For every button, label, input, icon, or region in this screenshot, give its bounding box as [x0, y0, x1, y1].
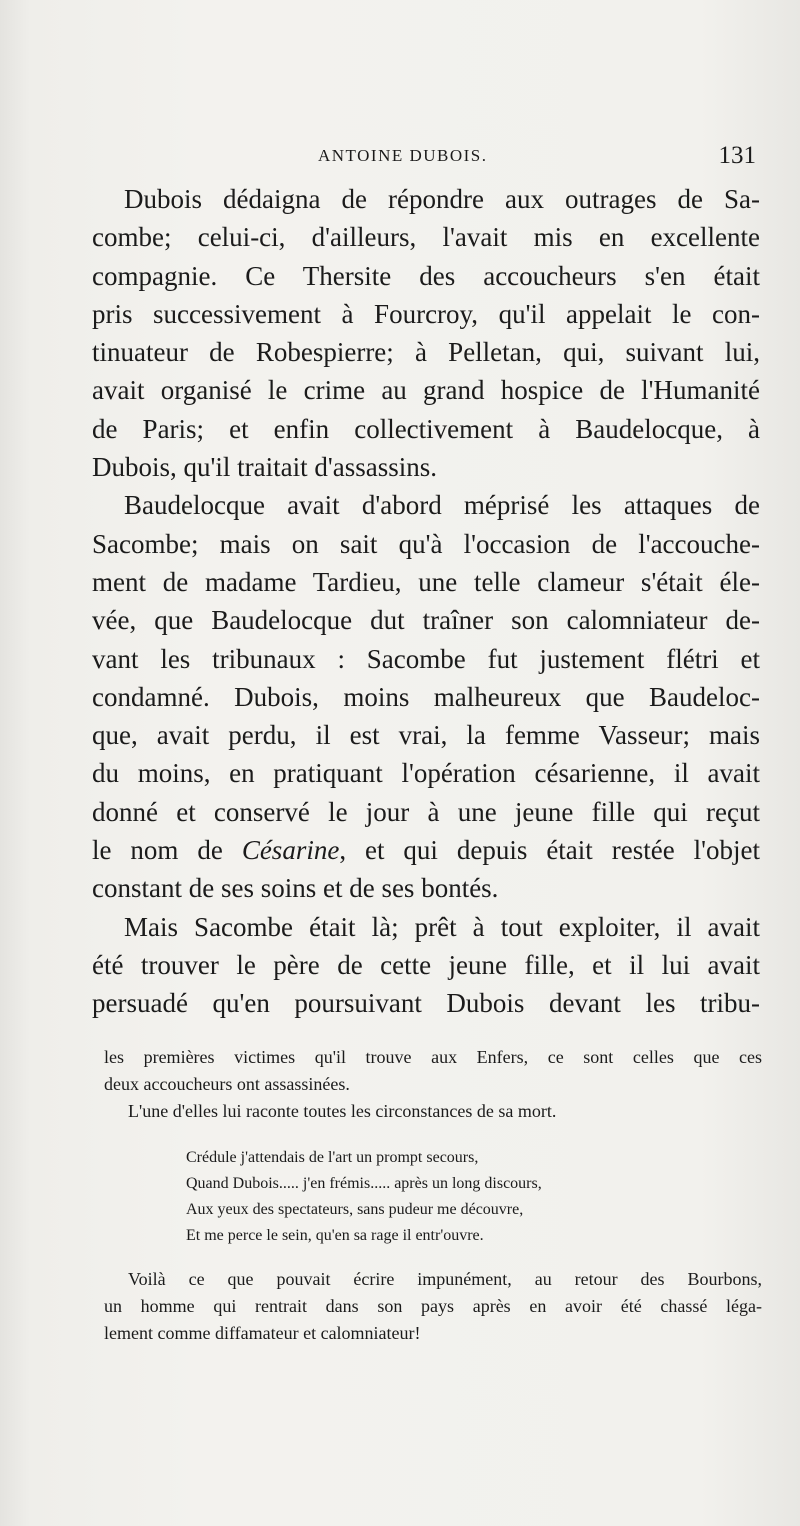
text-line: Mais Sacombe était là; prêt à tout exploiter, il avait: [124, 911, 760, 942]
footnote-line: deux accoucheurs ont assassinées.: [104, 1074, 350, 1094]
text-line: Dubois dédaigna de répondre aux outrages de Sa-: [124, 184, 760, 214]
text-line: persuadé qu'en poursuivant Dubois devant les tribu-: [92, 988, 760, 1019]
text-line-with-italic: [92, 831, 760, 869]
text-line: vée, que Baudelocque dut traîner son calomniateur de-: [92, 605, 760, 636]
text-line: compagnie. Ce Thersite des accoucheurs s'en était: [92, 260, 760, 291]
text-line: donné et conservé le jour à une jeune fille qui reçut: [92, 796, 760, 827]
italic-name-cesarine: Césarine: [241, 835, 340, 866]
footnote-line: les premières victimes qu'il trouve aux Enfers, ce sont celles que ces: [104, 1047, 762, 1067]
text-segment: , et qui depuis était restée l'objet: [339, 835, 760, 866]
text-line: pris successivement à Fourcroy, qu'il appelait le con-: [92, 298, 760, 329]
footnote-line: L'une d'elles lui raconte toutes les circonstances de sa mort.: [128, 1101, 557, 1121]
text-line: du moins, en pratiquant l'opération césarienne, il avait: [92, 758, 760, 789]
page-header: [92, 142, 764, 176]
verse-line: Quand Dubois..... j'en frémis..... après un long discours,: [186, 1175, 542, 1192]
running-head: ANTOINE DUBOIS.: [318, 146, 488, 165]
text-line: que, avait perdu, il est vrai, la femme Vasseur; mais: [92, 720, 760, 751]
verse-line: Crédule j'attendais de l'art un prompt secours,: [186, 1149, 479, 1166]
text-line: ment de madame Tardieu, une telle clameur s'était éle-: [92, 566, 760, 597]
text-line: combe; celui-ci, d'ailleurs, l'avait mis en excellente: [92, 222, 760, 253]
text-line: de Paris; et enfin collectivement à Baudelocque, à: [92, 413, 760, 444]
verse-line: Et me perce le sein, qu'en sa rage il entr'ouvre.: [186, 1227, 484, 1244]
text-line: constant de ses soins et de ses bontés.: [92, 873, 499, 904]
text-line: avait organisé le crime au grand hospice de l'Humanité: [92, 375, 760, 406]
text-line: Dubois, qu'il traitait d'assassins.: [92, 452, 437, 483]
text-line: condamné. Dubois, moins malheureux que Baudeloc-: [92, 681, 760, 712]
text-line: vant les tribunaux : Sacombe fut justement flétri et: [92, 643, 760, 674]
page-number: 131: [718, 142, 756, 169]
text-line: été trouver le père de cette jeune fille, et il lui avait: [92, 949, 760, 980]
footnote-line: lement comme diffamateur et calomniateur!: [104, 1323, 421, 1343]
footnote-line: Voilà ce que pouvait écrire impunément, au retour des Bourbons,: [128, 1269, 762, 1289]
verse-quotation: [186, 1145, 762, 1249]
footnote-line: un homme qui rentrait dans son pays après en avoir été chassé léga-: [104, 1296, 762, 1316]
text-segment: le nom de: [92, 835, 242, 866]
text-line: Baudelocque avait d'abord méprisé les attaques de: [124, 490, 760, 521]
verse-line: Aux yeux des spectateurs, sans pudeur me découvre,: [186, 1201, 524, 1218]
main-text: [92, 180, 760, 1023]
footnote: [104, 1044, 762, 1347]
text-line: tinuateur de Robespierre; à Pelletan, qui, suivant lui,: [92, 337, 760, 368]
text-line: Sacombe; mais on sait qu'à l'occasion de l'accouche-: [92, 528, 760, 559]
